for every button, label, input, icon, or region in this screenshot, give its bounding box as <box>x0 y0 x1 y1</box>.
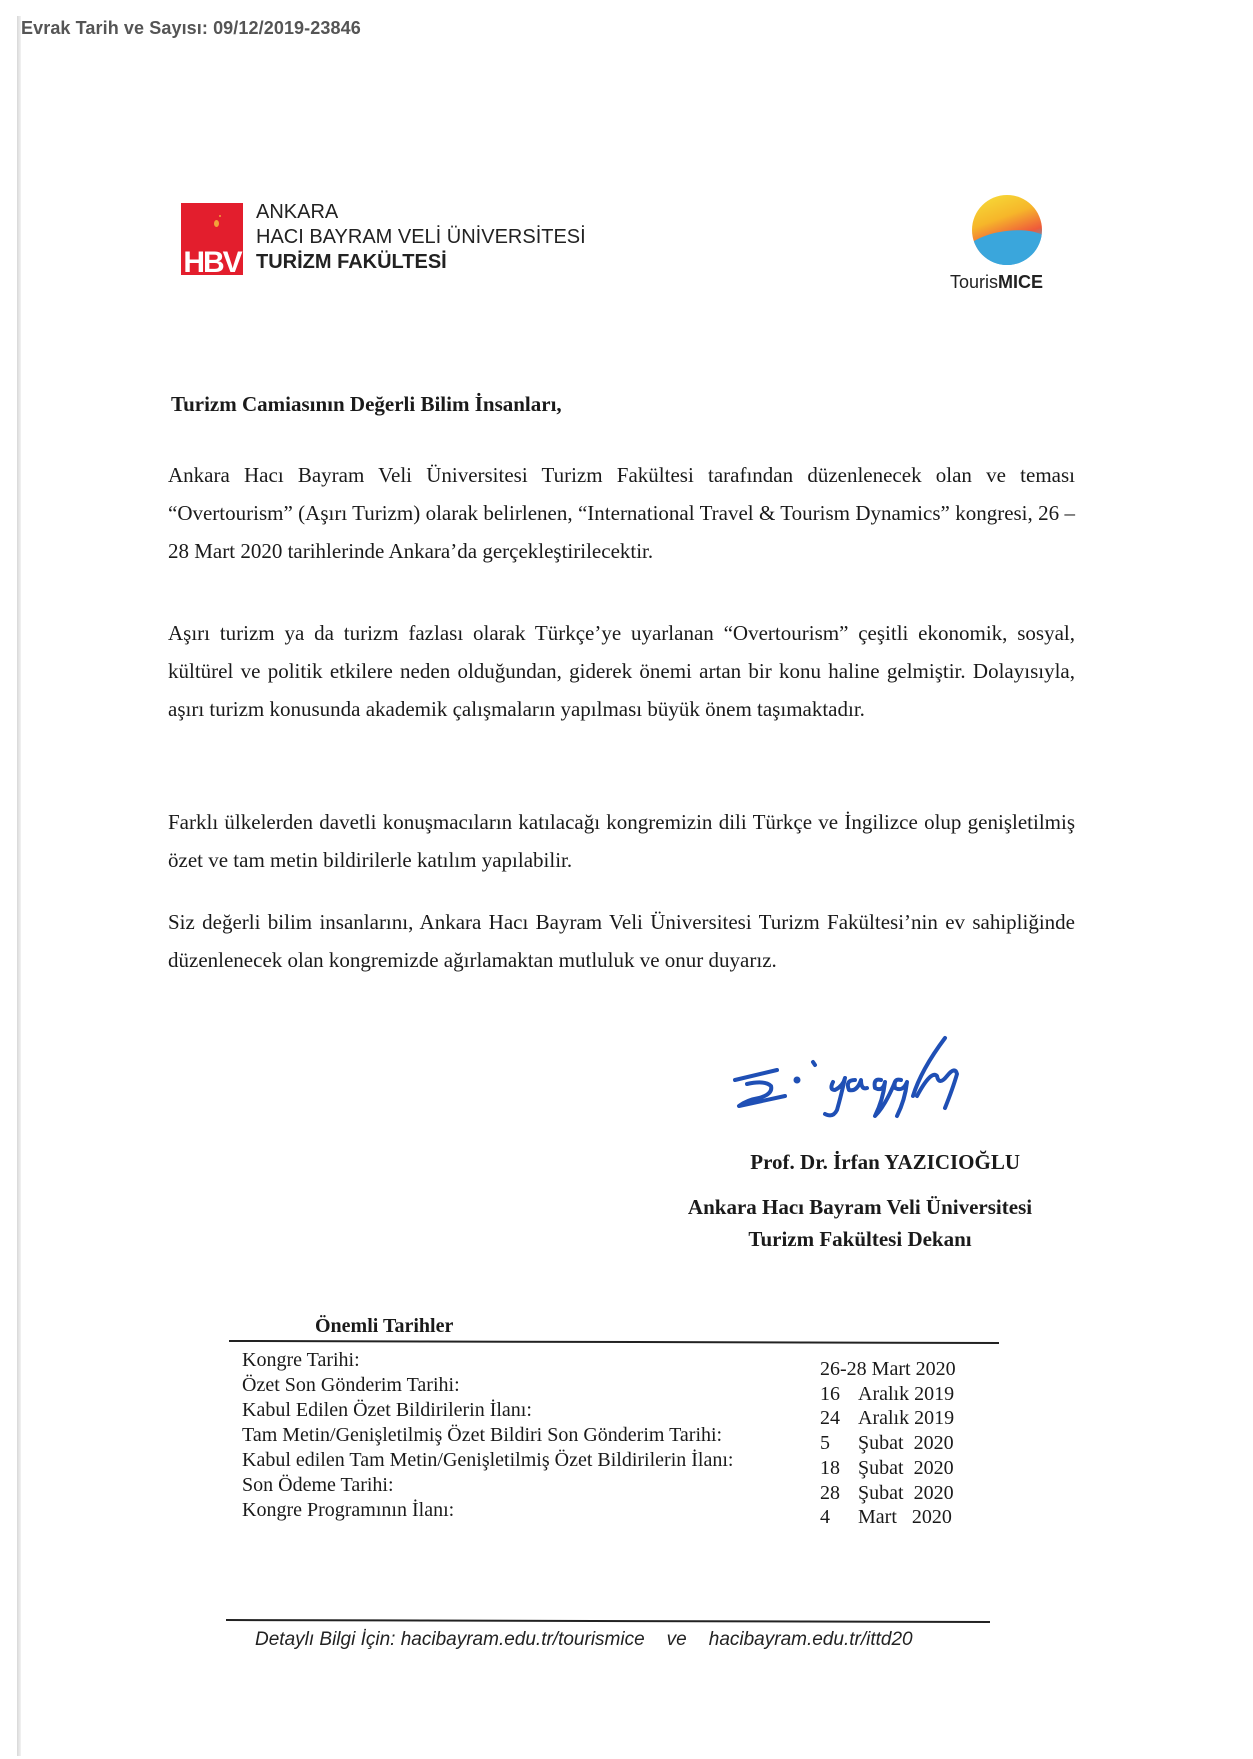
date-day: 16 <box>820 1382 840 1405</box>
important-dates-values <box>820 1357 956 1530</box>
date-day: 5 <box>820 1432 830 1455</box>
footer-conjunction: ve <box>666 1629 687 1650</box>
divider <box>229 1340 999 1344</box>
date-year: 2020 <box>913 1481 954 1504</box>
footer-prefix: Detaylı Bilgi İçin: <box>255 1629 396 1650</box>
university-name-block <box>256 200 586 275</box>
logo-wave <box>972 225 1042 265</box>
university-logo-letters: HBV <box>183 246 241 279</box>
scan-edge <box>17 16 21 1756</box>
date-year: 2020 <box>911 1506 952 1529</box>
footer-link-tourismice[interactable]: hacibayram.edu.tr/tourismice <box>400 1629 645 1650</box>
date-month: Aralık <box>858 1382 910 1405</box>
important-dates-labels <box>242 1348 733 1523</box>
date-value <box>820 1481 956 1506</box>
tourismice-logo-icon <box>972 195 1042 265</box>
date-label: Kongre Programının İlanı: <box>242 1499 455 1521</box>
date-month: Aralık <box>858 1407 910 1430</box>
date-month: Şubat <box>858 1456 904 1479</box>
date-value <box>820 1382 956 1407</box>
date-day: 24 <box>820 1407 840 1430</box>
footer-link-ittd20[interactable]: hacibayram.edu.tr/ittd20 <box>708 1629 913 1650</box>
date-label: Kongre Tarihi: <box>242 1349 360 1371</box>
date-value <box>820 1456 956 1481</box>
signatory-name: Prof. Dr. İrfan YAZICIOĞLU <box>750 1150 1020 1174</box>
letter-paragraph: Ankara Hacı Bayram Veli Üniversitesi Turizm Fakültesi tarafından düzenlenecek olan ve teması “Overtourism” (Aşırı Turizm) olarak belirlenen, “International Travel & Tourism Dynamics” kongresi, 26 – 28 Mart 2020 tarihlerinde Ankara’da gerçekleştirilecektir. <box>168 463 1075 563</box>
logo-text-bold: MICE <box>998 272 1044 292</box>
faculty-name: TURİZM FAKÜLTESİ <box>256 251 447 273</box>
logo-flame-dot-small <box>219 215 221 217</box>
university-name: HACI BAYRAM VELİ ÜNİVERSİTESİ <box>256 226 586 248</box>
logo-flame-dot <box>214 220 219 227</box>
document-stamp: Evrak Tarih ve Sayısı: 09/12/2019-23846 <box>21 18 361 38</box>
date-value <box>820 1431 956 1456</box>
date-value <box>820 1505 956 1530</box>
signatory-title-university: Ankara Hacı Bayram Veli Üniversitesi <box>687 1195 1033 1219</box>
date-value <box>820 1406 956 1431</box>
university-logo <box>181 203 243 279</box>
date-label: Tam Metin/Genişletilmiş Özet Bildiri Son Gönderim Tarihi: <box>242 1424 723 1446</box>
handwritten-signature <box>725 1030 995 1125</box>
letter-salutation: Turizm Camiasının Değerli Bilim İnsanları, <box>171 392 562 416</box>
letter-paragraph: Farklı ülkelerden davetli konuşmacıların katılacağı kongremizin dili Türkçe ve İngilizce olup genişletilmiş özet ve tam metin bildirilerle katılım yapılabilir. <box>168 810 1075 872</box>
date-year: 2020 <box>913 1456 954 1479</box>
date-day: 26-28 <box>820 1358 867 1380</box>
signatory-title-position: Turizm Fakültesi Dekanı <box>748 1227 972 1251</box>
date-day: 18 <box>820 1456 840 1479</box>
date-label: Kabul Edilen Özet Bildirilerin İlanı: <box>242 1399 532 1421</box>
date-year: 2019 <box>914 1382 955 1405</box>
date-day: 4 <box>820 1506 830 1529</box>
date-label: Özet Son Gönderim Tarihi: <box>242 1374 460 1396</box>
letter-paragraph: Siz değerli bilim insanlarını, Ankara Hacı Bayram Veli Üniversitesi Turizm Fakültesi’nin ev sahipliğinde düzenlenecek olan kongremizde ağırlamaktan mutluluk ve onur duyarız. <box>168 910 1075 972</box>
date-year: 2019 <box>914 1407 955 1430</box>
university-city: ANKARA <box>256 201 339 223</box>
date-label: Kabul edilen Tam Metin/Genişletilmiş Özet Bildirilerin İlanı: <box>242 1449 734 1471</box>
date-month: Şubat <box>858 1481 904 1504</box>
divider <box>226 1619 990 1623</box>
date-day: 28 <box>820 1481 840 1504</box>
date-month: Mart <box>858 1506 897 1529</box>
date-year: 2020 <box>913 1432 954 1455</box>
letter-paragraph: Aşırı turizm ya da turizm fazlası olarak Türkçe’ye uyarlanan “Overtourism” çeşitli ekonomik, sosyal, kültürel ve politik etkilere neden olduğundan, giderek önemi artan bir konu haline gelmiştir. Dolayısıyla, aşırı turizm konusunda akademik çalışmaların yapılması büyük önem taşımaktadır. <box>168 621 1075 721</box>
logo-text-regular: Touris <box>950 272 999 292</box>
date-value <box>820 1357 956 1382</box>
date-month: Şubat <box>858 1432 904 1455</box>
date-month: Mart <box>871 1358 911 1380</box>
footer-info <box>255 1629 913 1651</box>
important-dates-title: Önemli Tarihler <box>315 1315 454 1337</box>
tourismice-logo-text <box>950 272 1043 293</box>
date-label: Son Ödeme Tarihi: <box>242 1474 394 1496</box>
date-year: 2020 <box>915 1358 956 1380</box>
